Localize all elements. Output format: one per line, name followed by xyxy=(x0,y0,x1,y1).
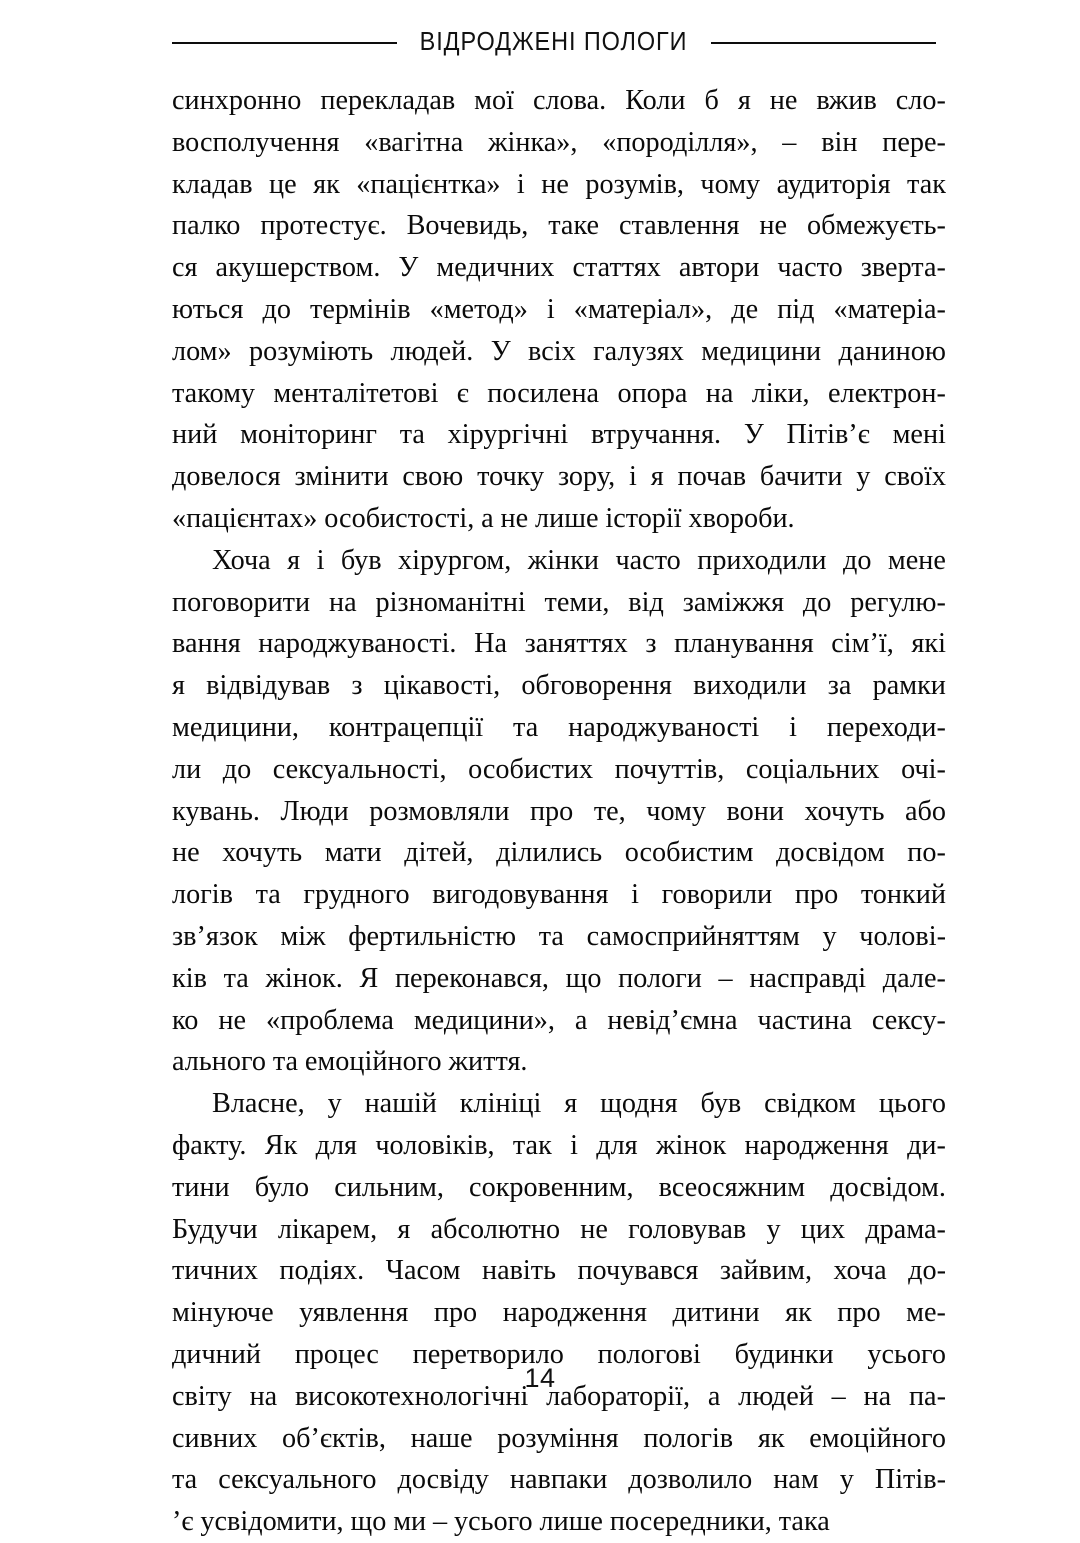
text-line: дичний процес перетворило пологові будинки усього xyxy=(172,1338,946,1370)
text-line: ко не «проблема медицини», а невід’ємна частина сексу- xyxy=(172,1004,946,1036)
text-line: логів та грудного вигодовування і говорили про тонкий xyxy=(172,879,946,911)
text-line: ються до термінів «метод» і «матеріал», де під «матеріа- xyxy=(172,293,946,325)
text-line: такому менталітетові є посилена опора на ліки, електрон- xyxy=(172,377,946,409)
text-line: медицини, контрацепції та народжуваності і переходи- xyxy=(172,711,946,743)
text-line: кувань. Люди розмовляли про те, чому вони хочуть або xyxy=(172,795,946,827)
text-line: мінуюче уявлення про народження дитини як про ме- xyxy=(172,1297,946,1329)
text-line: палко протестує. Вочевидь, таке ставлення не обмежуєть- xyxy=(172,210,946,242)
body-text-column xyxy=(172,80,946,1543)
running-head-rule-right xyxy=(711,42,936,44)
text-line: ального та емоційного життя. xyxy=(172,1046,528,1078)
text-line: не хочуть мати дітей, ділились особистим досвідом по- xyxy=(172,837,946,869)
running-head-rule-left xyxy=(172,42,397,44)
text-line: Хоча я і був хірургом, жінки часто приходили до мене xyxy=(212,544,946,576)
text-line: ний моніторинг та хірургічні втручання. У Пітів’є мені xyxy=(172,419,946,451)
text-line: ли до сексуальності, особистих почуттів, соціальних очі- xyxy=(172,753,946,785)
paragraph-1 xyxy=(172,80,946,540)
text-line: факту. Як для чоловіків, так і для жінок народження ди- xyxy=(172,1129,946,1161)
text-line: вання народжуваності. На заняттях з планування сім’ї, які xyxy=(172,628,946,660)
text-line: тичних подіях. Часом навіть почувався зайвим, хоча до- xyxy=(172,1255,946,1287)
running-head-title: ВІДРОДЖЕНІ ПОЛОГИ xyxy=(420,27,688,56)
paragraph-3 xyxy=(172,1083,946,1543)
text-line: Власне, у нашій клініці я щодня був свідком цього xyxy=(212,1088,946,1120)
paragraph-2 xyxy=(172,540,946,1083)
text-line: сивних об’єктів, наше розуміння пологів як емоційного xyxy=(172,1422,946,1454)
text-line: ’є усвідомити, що ми – усього лише посередники, така xyxy=(172,1506,830,1538)
text-line: синхронно перекладав мої слова. Коли б я не вжив сло- xyxy=(172,85,946,116)
text-line: поговорити на різноманітні теми, від заміжжя до регулю- xyxy=(172,586,946,618)
text-line: ків та жінок. Я переконався, що пологи – насправді дале- xyxy=(172,962,946,994)
text-line: ся акушерством. У медичних статтях автори часто зверта- xyxy=(172,252,946,284)
text-line: восполучення «вагітна жінка», «породілля», – він пере- xyxy=(172,126,946,158)
text-line: довелося змінити свою точку зору, і я почав бачити у своїх xyxy=(172,461,946,493)
text-line: лом» розуміють людей. У всіх галузях медицини даниною xyxy=(172,335,946,367)
text-line: я відвідував з цікавості, обговорення виходили за рамки xyxy=(172,670,946,702)
text-line: тини було сильним, сокровенним, всеосяжним досвідом. xyxy=(172,1171,946,1203)
text-line: кладав це як «пацієнтка» і не розумів, чому аудиторія так xyxy=(172,168,946,200)
running-head xyxy=(172,22,936,62)
text-line: «пацієнтах» особистості, а не лише історії хвороби. xyxy=(172,502,795,534)
text-line: та сексуального досвіду навпаки дозволило нам у Пітів- xyxy=(172,1464,946,1496)
page-number: 14 xyxy=(524,1363,556,1393)
text-line: Будучи лікарем, я абсолютно не головував у цих драма- xyxy=(172,1213,946,1245)
text-line: світу на високотехнологічні лабораторії, а людей – на па- xyxy=(172,1380,946,1412)
text-line: зв’язок між фертильністю та самосприйняттям у чолові- xyxy=(172,920,946,952)
